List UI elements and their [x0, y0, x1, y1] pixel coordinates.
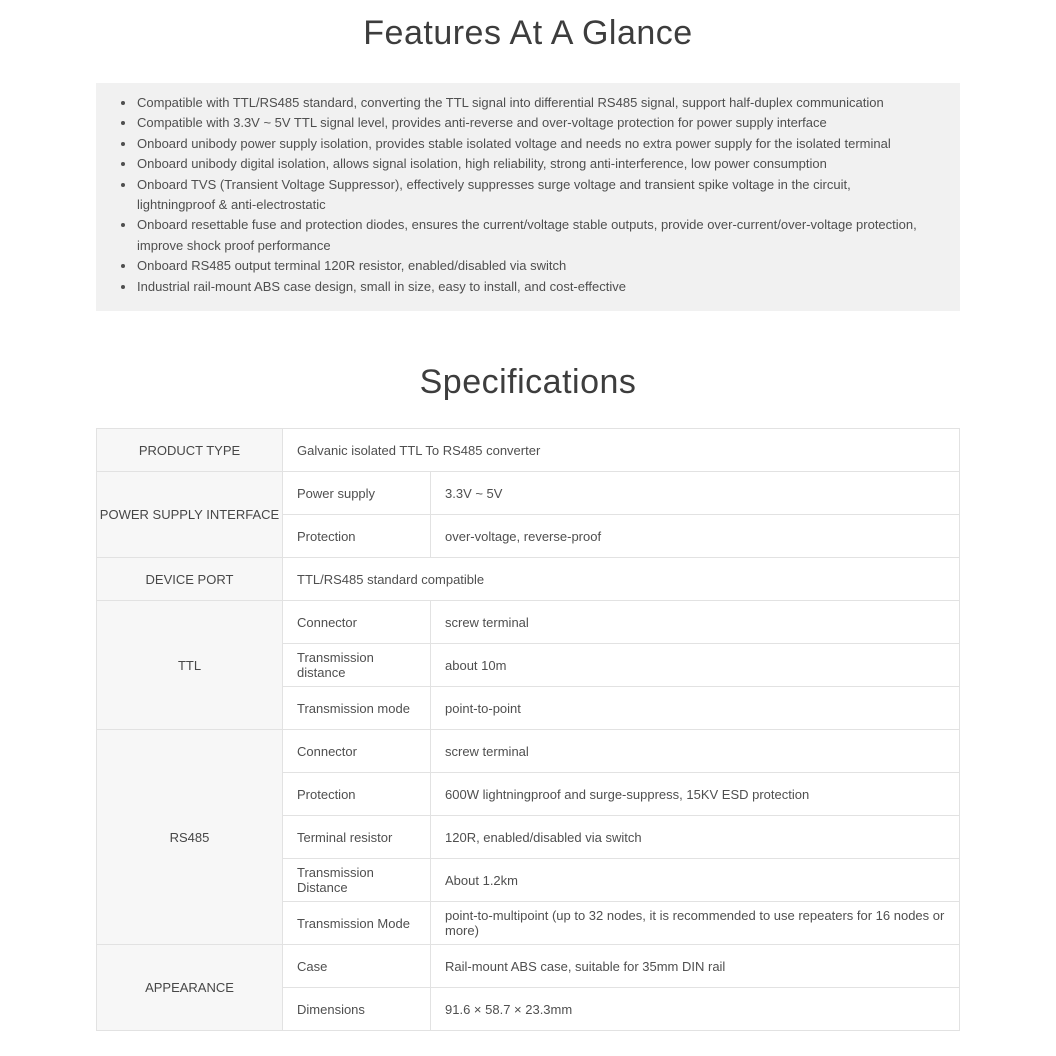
spec-category-cell: POWER SUPPLY INTERFACE: [97, 472, 283, 558]
feature-item: • Industrial rail-mount ABS case design, small in size, easy to install, and cost-effective: [136, 277, 924, 297]
spec-value-cell: screw terminal: [431, 601, 960, 644]
feature-item: • Compatible with TTL/RS485 standard, converting the TTL signal into differential RS485 signal, support half-duplex communication: [136, 93, 924, 113]
feature-item: • Compatible with 3.3V ~ 5V TTL signal level, provides anti-reverse and over-voltage protection for power supply interface: [136, 113, 924, 133]
spec-row: [97, 558, 960, 601]
spec-label-cell: Connector: [283, 601, 431, 644]
spec-value-cell: 600W lightningproof and surge-suppress, 15KV ESD protection: [431, 773, 960, 816]
feature-item: • Onboard resettable fuse and protection diodes, ensures the current/voltage stable outputs, provide over-current/over-voltage protection, improve shock proof performance: [136, 215, 924, 256]
specifications-table: [96, 428, 960, 1031]
spec-value-cell: point-to-multipoint (up to 32 nodes, it is recommended to use repeaters for 16 nodes or more): [431, 902, 960, 945]
spec-value-cell: Rail-mount ABS case, suitable for 35mm DIN rail: [431, 945, 960, 988]
feature-item: • Onboard RS485 output terminal 120R resistor, enabled/disabled via switch: [136, 256, 924, 276]
spec-label-cell: Protection: [283, 515, 431, 558]
spec-category-cell: APPEARANCE: [97, 945, 283, 1031]
spec-value-cell: 3.3V ~ 5V: [431, 472, 960, 515]
spec-value-cell: TTL/RS485 standard compatible: [283, 558, 960, 601]
feature-item: • Onboard unibody power supply isolation, provides stable isolated voltage and needs no extra power supply for the isolated terminal: [136, 134, 924, 154]
features-box: [96, 83, 960, 311]
spec-value-cell: screw terminal: [431, 730, 960, 773]
spec-label-cell: Transmission mode: [283, 687, 431, 730]
page: [96, 0, 960, 1031]
features-list: [110, 93, 924, 297]
spec-label-cell: Terminal resistor: [283, 816, 431, 859]
spec-label-cell: Transmission Mode: [283, 902, 431, 945]
spec-label-cell: Transmission Distance: [283, 859, 431, 902]
spec-label-cell: Dimensions: [283, 988, 431, 1031]
spec-value-cell: over-voltage, reverse-proof: [431, 515, 960, 558]
spec-value-cell: point-to-point: [431, 687, 960, 730]
spec-value-cell: about 10m: [431, 644, 960, 687]
spec-label-cell: Power supply: [283, 472, 431, 515]
spec-value-cell: About 1.2km: [431, 859, 960, 902]
spec-value-cell: Galvanic isolated TTL To RS485 converter: [283, 429, 960, 472]
specifications-tbody: [97, 429, 960, 1031]
spec-category-cell: DEVICE PORT: [97, 558, 283, 601]
spec-row: [97, 429, 960, 472]
feature-item: • Onboard TVS (Transient Voltage Suppressor), effectively suppresses surge voltage and transient spike voltage in the circuit, lightningproof & anti-electrostatic: [136, 175, 924, 216]
spec-label-cell: Protection: [283, 773, 431, 816]
spec-row: [97, 601, 960, 644]
features-heading: Features At A Glance: [363, 14, 693, 52]
specifications-heading: Specifications: [419, 363, 637, 402]
spec-label-cell: Transmission distance: [283, 644, 431, 687]
spec-value-cell: 91.6 × 58.7 × 23.3mm: [431, 988, 960, 1031]
spec-category-cell: PRODUCT TYPE: [97, 429, 283, 472]
spec-label-cell: Case: [283, 945, 431, 988]
spec-label-cell: Connector: [283, 730, 431, 773]
spec-category-cell: TTL: [97, 601, 283, 730]
spec-row: [97, 730, 960, 773]
spec-row: [97, 945, 960, 988]
feature-item: • Onboard unibody digital isolation, allows signal isolation, high reliability, strong anti-interference, low power consumption: [136, 154, 924, 174]
spec-value-cell: 120R, enabled/disabled via switch: [431, 816, 960, 859]
spec-row: [97, 472, 960, 515]
spec-category-cell: RS485: [97, 730, 283, 945]
